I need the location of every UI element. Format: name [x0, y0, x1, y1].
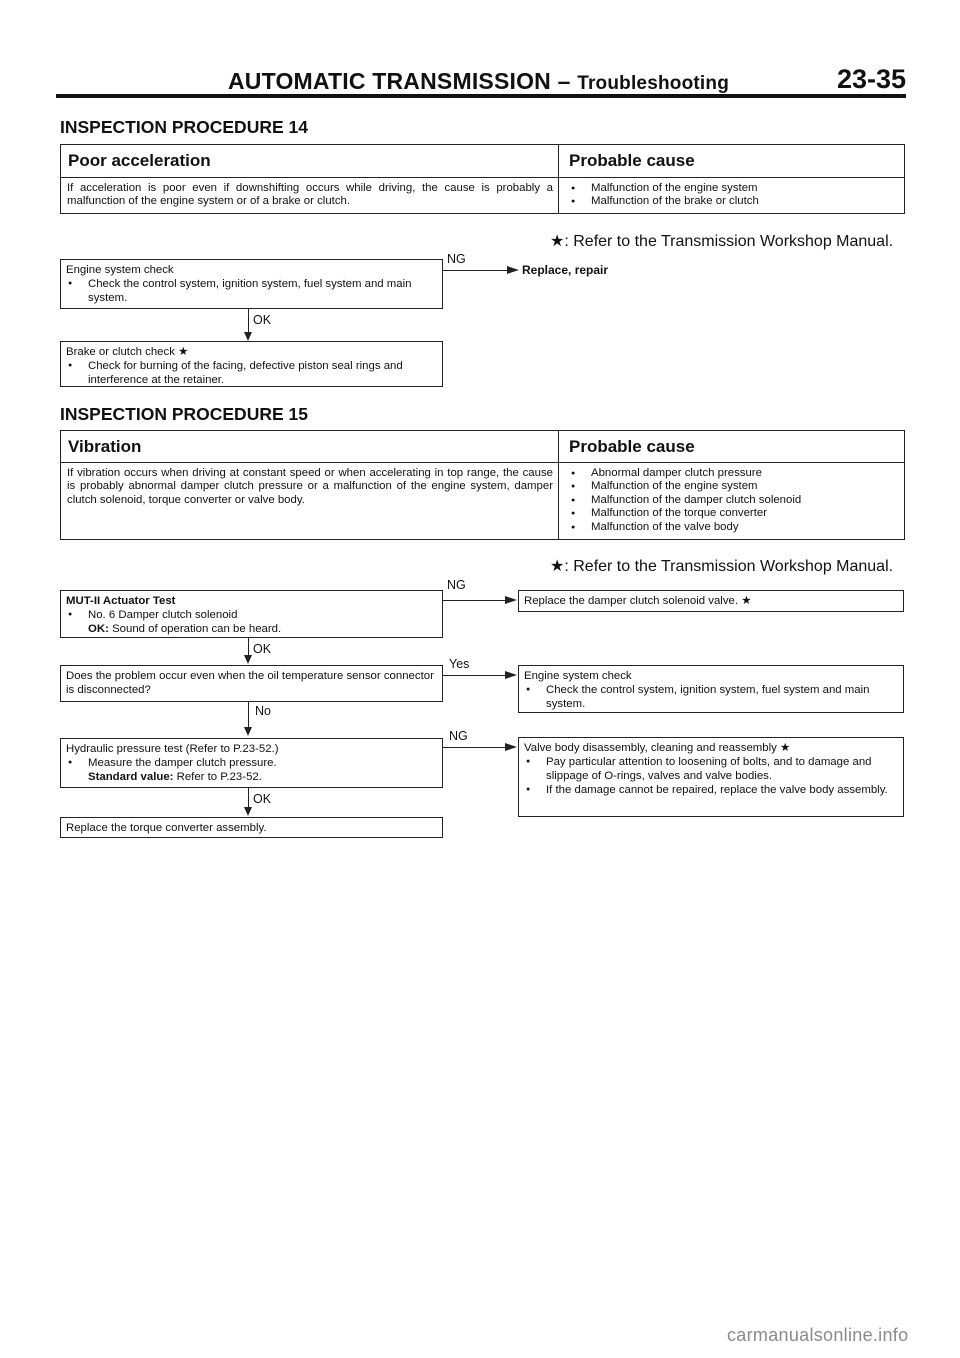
step-ok-criteria — [66, 622, 437, 636]
step-bullet: ● Check the control system, ignition system, fuel system and main system. — [66, 277, 437, 305]
flow15-replace-solenoid-box — [518, 590, 904, 612]
step-text: Replace the torque converter assembly. — [66, 822, 267, 834]
proc14-table — [60, 144, 905, 214]
ok-label: OK — [253, 642, 272, 656]
arrow-right-icon — [505, 743, 517, 751]
note-text: : Refer to the Transmission Workshop Manual. — [564, 233, 894, 250]
no-label: No — [255, 704, 271, 718]
ok-connector — [248, 788, 249, 808]
star-icon: ★ — [550, 558, 565, 575]
flow15-actuator-test-box — [60, 590, 443, 638]
result-text: Replace the damper clutch solenoid valve. — [524, 595, 739, 607]
flow14-engine-check-box — [60, 259, 443, 309]
star-icon: ★ — [178, 346, 189, 358]
arrow-right-icon — [505, 671, 517, 679]
cause-item: ● Malfunction of the damper clutch solenoid — [569, 494, 899, 507]
std-text: Refer to P.23-52. — [176, 771, 262, 783]
star-icon: ★ — [741, 595, 752, 607]
cause-header: Probable cause — [569, 437, 695, 456]
step-title: Engine system check — [66, 264, 174, 276]
ng-connector — [443, 747, 507, 748]
cause-header: Probable cause — [569, 151, 695, 170]
cause-item: ● Malfunction of the valve body — [569, 521, 899, 534]
step-text: Does the problem occur even when the oil temperature sensor connector is disconnected? — [66, 670, 434, 696]
flow15-sensor-question-box — [60, 665, 443, 702]
yes-label: Yes — [449, 657, 470, 671]
note-text: : Refer to the Transmission Workshop Manual. — [564, 558, 894, 575]
cause-item: ● Malfunction of the torque converter — [569, 507, 899, 520]
std-prefix: Standard value: — [88, 771, 174, 783]
result-bullet: ● Check the control system, ignition system, fuel system and main system. — [524, 683, 898, 711]
no-connector — [248, 702, 249, 728]
table-header-row — [61, 431, 904, 463]
cause-list — [569, 467, 899, 534]
result-bullet: ● Pay particular attention to loosening of bolts, and to damage and slippage of O-rings, valves and valve bodies. — [524, 755, 898, 783]
ng-connector — [443, 270, 509, 271]
step-standard-value — [66, 770, 437, 784]
page-title — [228, 68, 729, 95]
flow15-valve-body-box — [518, 737, 904, 817]
result-title: Engine system check — [524, 670, 632, 682]
step-bullet: ● Check for burning of the facing, defective piston seal rings and interference at the retainer. — [66, 359, 437, 387]
section-subtitle: Troubleshooting — [577, 73, 730, 94]
step-title: MUT-II Actuator Test — [66, 595, 176, 607]
result-title: Valve body disassembly, cleaning and reassembly — [524, 742, 777, 754]
ng-connector — [443, 600, 507, 601]
proc14-heading: INSPECTION PROCEDURE 14 — [60, 117, 308, 137]
flow15-hydraulic-test-box — [60, 738, 443, 788]
workshop-note — [550, 556, 893, 576]
proc15-heading: INSPECTION PROCEDURE 15 — [60, 404, 308, 424]
ok-connector — [248, 638, 249, 656]
arrow-down-icon — [244, 655, 252, 664]
cause-item: ● Malfunction of the engine system — [569, 182, 899, 195]
cause-item: ● Malfunction of the brake or clutch — [569, 195, 899, 208]
arrow-down-icon — [244, 332, 252, 341]
step-bullet: ● No. 6 Damper clutch solenoid — [66, 608, 437, 622]
ng-label: NG — [449, 729, 468, 743]
ng-result: Replace, repair — [522, 263, 609, 277]
star-icon: ★ — [780, 742, 791, 754]
star-icon: ★ — [550, 233, 565, 250]
symptom-header: Poor acceleration — [68, 151, 211, 170]
cause-item: ● Malfunction of the engine system — [569, 480, 899, 493]
symptom-header: Vibration — [68, 437, 142, 456]
arrow-down-icon — [244, 807, 252, 816]
cause-list — [569, 182, 899, 209]
step-title: Brake or clutch check — [66, 346, 175, 358]
title-separator: – — [557, 68, 571, 94]
yes-connector — [443, 675, 507, 676]
arrow-right-icon — [505, 596, 517, 604]
ok-label: OK — [253, 792, 272, 806]
ok-connector — [248, 309, 249, 333]
ng-label: NG — [447, 252, 466, 266]
flow15-replace-converter-box — [60, 817, 443, 838]
cause-item: ● Abnormal damper clutch pressure — [569, 467, 899, 480]
proc15-table — [60, 430, 905, 540]
workshop-note — [550, 231, 893, 251]
watermark: carmanualsonline.info — [727, 1325, 909, 1345]
ok-text: Sound of operation can be heard. — [112, 623, 282, 635]
page-header — [56, 62, 906, 98]
ok-label: OK — [253, 313, 272, 327]
result-bullet: ● If the damage cannot be repaired, replace the valve body assembly. — [524, 783, 898, 797]
symptom-text: If vibration occurs when driving at constant speed or when accelerating in top range, the cause is probably abnormal damper clutch pressure or a malfunction of the engine system, damper clutch solenoid, torque converter or valve body. — [67, 467, 553, 506]
ng-label: NG — [447, 578, 466, 592]
flow14-brake-check-box — [60, 341, 443, 387]
symptom-text: If acceleration is poor even if downshifting occurs while driving, the cause is probably a malfunction of the engine system or of a brake or clutch. — [67, 182, 553, 208]
flow15-engine-check-box — [518, 665, 904, 713]
ok-prefix: OK: — [88, 623, 109, 635]
page-number: 23-35 — [836, 64, 906, 94]
chapter-title: AUTOMATIC TRANSMISSION — [228, 68, 551, 94]
arrow-right-icon — [507, 266, 519, 274]
step-bullet: ● Measure the damper clutch pressure. — [66, 756, 437, 770]
step-title: Hydraulic pressure test (Refer to P.23-52.) — [66, 743, 279, 755]
arrow-down-icon — [244, 727, 252, 736]
